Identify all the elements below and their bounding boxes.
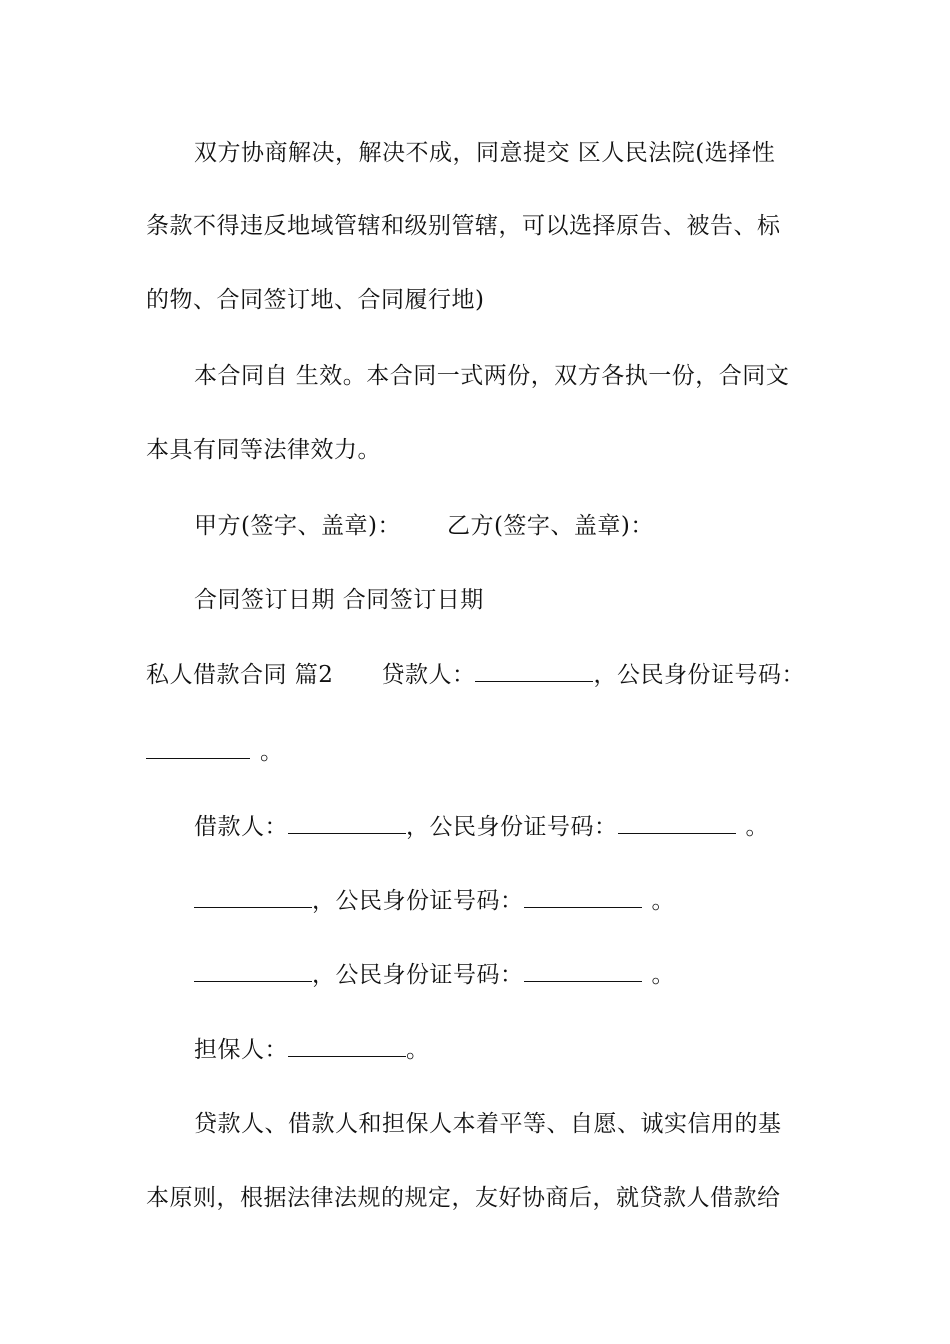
end-mark: 。 — [651, 888, 675, 914]
name-blank — [194, 887, 312, 908]
guarantor-name-blank — [288, 1036, 406, 1057]
lender-id-label: ，公民身份证号码： — [593, 662, 805, 688]
contract-title-line — [146, 660, 816, 690]
paragraph-line: 贷款人、借款人和担保人本着平等、自愿、诚实信用的基 — [194, 1111, 782, 1137]
paragraph-line: 双方协商解决，解决不成，同意提交 区人民法院(选择性 — [194, 140, 776, 166]
borrower-id-blank — [618, 813, 736, 834]
contract-title: 私人借款合同 篇2 — [146, 662, 334, 688]
paragraph-line: 本原则，根据法律法规的规定，友好协商后，就贷款人借款给 — [146, 1185, 781, 1211]
lender-id-line — [146, 737, 816, 767]
id-label: ，公民身份证号码： — [312, 888, 524, 914]
lender-id-blank — [146, 738, 250, 759]
paragraph-line: 本具有同等法律效力。 — [146, 437, 381, 463]
guarantor-label: 担保人： — [194, 1037, 288, 1063]
borrower-name-blank — [288, 813, 406, 834]
end-mark: 。 — [260, 739, 284, 765]
borrower-id-label: ，公民身份证号码： — [406, 814, 618, 840]
borrower2-line — [194, 886, 864, 916]
id-blank — [524, 887, 642, 908]
end-mark: 。 — [745, 814, 769, 840]
borrower3-line — [194, 960, 864, 990]
lender-label: 贷款人： — [381, 662, 476, 688]
party-a-signature-label: 甲方(签字、盖章)： — [194, 513, 401, 539]
paragraph-line: 的物、合同签订地、合同履行地) — [146, 287, 485, 313]
borrower-line — [194, 812, 864, 842]
name-blank — [194, 961, 312, 982]
lender-name-blank — [475, 661, 593, 682]
guarantor-line — [194, 1035, 864, 1065]
signature-line — [194, 511, 864, 541]
end-mark: 。 — [406, 1037, 430, 1063]
borrower-label: 借款人： — [194, 814, 288, 840]
signing-date-line: 合同签订日期 合同签订日期 — [194, 587, 484, 613]
id-blank — [524, 961, 642, 982]
paragraph-line: 本合同自 生效。本合同一式两份，双方各执一份，合同文 — [194, 363, 790, 389]
id-label: ，公民身份证号码： — [312, 962, 524, 988]
paragraph-line: 条款不得违反地域管辖和级别管辖，可以选择原告、被告、标 — [146, 213, 781, 239]
end-mark: 。 — [651, 962, 675, 988]
party-b-signature-label: 乙方(签字、盖章)： — [446, 513, 654, 539]
